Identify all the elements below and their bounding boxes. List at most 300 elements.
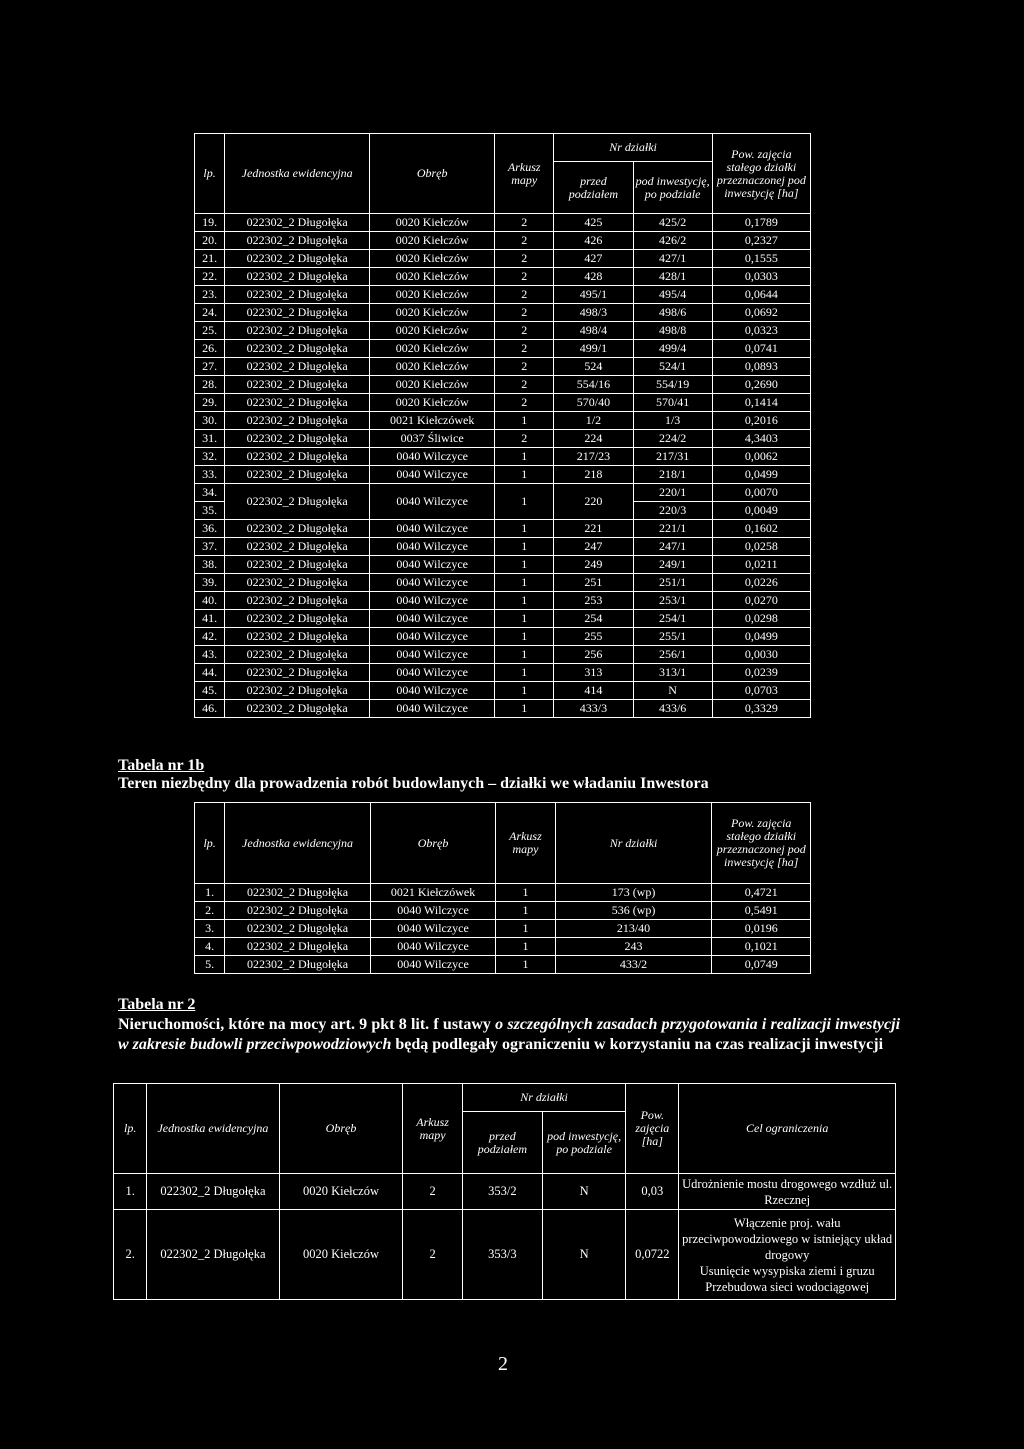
cell: 0020 Kiełczów: [370, 394, 495, 412]
cell: 0,2327: [712, 232, 810, 250]
table-row: [195, 664, 811, 682]
header-jednostka: Jednostka ewidencyjna: [225, 134, 370, 214]
cell: 022302_2 Długołęka: [225, 286, 370, 304]
cell: 0,0258: [712, 538, 810, 556]
cell: 0,0741: [712, 340, 810, 358]
cel-item: Udrożnienie mostu drogowego wzdłuż ul. Rzecznej: [682, 1176, 893, 1207]
description-text: będą podlegały ograniczeniu w korzystaniu na czas realizacji inwestycji: [391, 1036, 884, 1053]
cell: 022302_2 Długołęka: [225, 938, 371, 956]
cell: 0,0749: [712, 956, 811, 974]
cell: 28.: [195, 376, 225, 394]
cell: 30.: [195, 412, 225, 430]
cell: 1: [495, 412, 554, 430]
cell: 570/41: [633, 394, 712, 412]
cell: 42.: [195, 628, 225, 646]
cell: 0,1602: [712, 520, 810, 538]
cell: 249: [554, 556, 633, 574]
cell: 022302_2 Długołęka: [225, 956, 371, 974]
table-row: [195, 956, 811, 974]
cell: 213/40: [555, 920, 712, 938]
table-row: [195, 682, 811, 700]
cell: 427/1: [633, 250, 712, 268]
cell: N: [633, 682, 712, 700]
cell: 313/1: [633, 664, 712, 682]
cell: 21.: [195, 250, 225, 268]
cell: 022302_2 Długołęka: [225, 556, 370, 574]
cell: 495/4: [633, 286, 712, 304]
cell: 498/6: [633, 304, 712, 322]
cell: 27.: [195, 358, 225, 376]
table-row: [114, 1210, 896, 1300]
cell: 1: [495, 556, 554, 574]
table-row: [195, 304, 811, 322]
cell: 2: [403, 1210, 462, 1300]
cell: 247: [554, 538, 633, 556]
cell: 31.: [195, 430, 225, 448]
header-nr-dzialki: Nr działki: [554, 134, 712, 162]
cell: 2: [495, 430, 554, 448]
cell: 0040 Wilczyce: [370, 556, 495, 574]
cell: 32.: [195, 448, 225, 466]
cell: 0040 Wilczyce: [370, 682, 495, 700]
cell: 022302_2 Długołęka: [225, 232, 370, 250]
cell: 0037 Śliwice: [370, 430, 495, 448]
cell: 524/1: [633, 358, 712, 376]
cell: 0020 Kiełczów: [279, 1210, 403, 1300]
cell: 433/6: [633, 700, 712, 718]
cell: 220: [554, 484, 633, 520]
cell: 022302_2 Długołęka: [225, 484, 370, 520]
cell: 426/2: [633, 232, 712, 250]
cell: 022302_2 Długołęka: [225, 884, 371, 902]
cell: 022302_2 Długołęka: [225, 412, 370, 430]
cell: 1: [495, 484, 554, 520]
cell: 426: [554, 232, 633, 250]
cell: 1: [495, 574, 554, 592]
cell: 0,2690: [712, 376, 810, 394]
table-row: [195, 358, 811, 376]
cell: 499/1: [554, 340, 633, 358]
header-arkusz: Arkusz mapy: [496, 803, 555, 884]
cell: 221: [554, 520, 633, 538]
cell: 0,0893: [712, 358, 810, 376]
table-row: [195, 322, 811, 340]
cell: 022302_2 Długołęka: [225, 394, 370, 412]
cell: 41.: [195, 610, 225, 628]
cell: 0,0239: [712, 664, 810, 682]
cell: 0,0499: [712, 466, 810, 484]
cell: 1: [495, 466, 554, 484]
cell: 022302_2 Długołęka: [225, 646, 370, 664]
cell: 524: [554, 358, 633, 376]
table-1b-title: Tabela nr 1b: [118, 757, 205, 774]
act-title: o szczególnych zasadach przygotowania i realizacji inwestycji w zakresie budowli przeciwpowodziowych: [118, 1016, 901, 1053]
table-2-title: Tabela nr 2: [118, 996, 196, 1013]
cell: 313: [554, 664, 633, 682]
cell: 0040 Wilczyce: [370, 484, 495, 520]
cell: 1: [495, 628, 554, 646]
cel-cell: [679, 1210, 896, 1300]
cell: 1: [495, 664, 554, 682]
cell: 0040 Wilczyce: [370, 574, 495, 592]
cell: 251/1: [633, 574, 712, 592]
cell: 570/40: [554, 394, 633, 412]
cell: 2: [495, 232, 554, 250]
cell: 1: [495, 592, 554, 610]
cell: 2: [495, 286, 554, 304]
cell: 425/2: [633, 214, 712, 232]
cell: 022302_2 Długołęka: [225, 700, 370, 718]
cell: 0040 Wilczyce: [370, 902, 495, 920]
cell: 224: [554, 430, 633, 448]
cell: 0,1021: [712, 938, 811, 956]
cell: 33.: [195, 466, 225, 484]
cell: 0020 Kiełczów: [370, 268, 495, 286]
cell: 0,0703: [712, 682, 810, 700]
cell: 0,0722: [626, 1210, 679, 1300]
cell: 0,5491: [712, 902, 811, 920]
cell: 022302_2 Długołęka: [225, 376, 370, 394]
header-obreb: Obręb: [370, 803, 495, 884]
cell: 26.: [195, 340, 225, 358]
cell: 0,03: [626, 1174, 679, 1210]
cell: 353/3: [462, 1210, 542, 1300]
cell: 428: [554, 268, 633, 286]
cell: 0020 Kiełczów: [370, 286, 495, 304]
cell: 0040 Wilczyce: [370, 466, 495, 484]
cell: 0020 Kiełczów: [370, 358, 495, 376]
cell: 40.: [195, 592, 225, 610]
cell: 022302_2 Długołęka: [225, 322, 370, 340]
cell: 353/2: [462, 1174, 542, 1210]
cell: 414: [554, 682, 633, 700]
cell: 0040 Wilczyce: [370, 664, 495, 682]
cell: N: [542, 1174, 625, 1210]
header-jednostka: Jednostka ewidencyjna: [225, 803, 371, 884]
cell: 022302_2 Długołęka: [225, 920, 371, 938]
cell: 2: [403, 1174, 462, 1210]
table-row: [195, 938, 811, 956]
cell: 1: [495, 610, 554, 628]
cell: 39.: [195, 574, 225, 592]
cell: 022302_2 Długołęka: [225, 538, 370, 556]
cell: 0,0196: [712, 920, 811, 938]
table-row: [195, 232, 811, 250]
cell: 0,0211: [712, 556, 810, 574]
cell: 495/1: [554, 286, 633, 304]
table-row: [195, 646, 811, 664]
cell: 022302_2 Długołęka: [225, 304, 370, 322]
cell: 1: [495, 448, 554, 466]
cell: 247/1: [633, 538, 712, 556]
header-nr-dzialki: Nr działki: [555, 803, 712, 884]
table-row: [195, 484, 811, 502]
cell: 24.: [195, 304, 225, 322]
cell: 425: [554, 214, 633, 232]
cell: 022302_2 Długołęka: [147, 1174, 279, 1210]
cell: 2: [495, 322, 554, 340]
cell: 433/2: [555, 956, 712, 974]
cell: 243: [555, 938, 712, 956]
header-obreb: Obręb: [279, 1084, 403, 1174]
table-1b-subtitle: Teren niezbędny dla prowadzenia robót budowlanych – działki we władaniu Inwestora: [118, 775, 709, 792]
table-2: [113, 1083, 896, 1300]
cell: 0040 Wilczyce: [370, 628, 495, 646]
cell: 1.: [114, 1174, 147, 1210]
header-lp: lp.: [195, 803, 225, 884]
cell: 0020 Kiełczów: [370, 214, 495, 232]
cell: 255: [554, 628, 633, 646]
table-row: [195, 628, 811, 646]
header-pow: Pow. zajęcia stałego działki przeznaczonej pod inwestycję [ha]: [712, 134, 810, 214]
table-row: [195, 592, 811, 610]
table-row: [195, 610, 811, 628]
cell: 45.: [195, 682, 225, 700]
cell: 1: [496, 902, 555, 920]
cell: 4,3403: [712, 430, 810, 448]
cell: 1: [496, 938, 555, 956]
cell: 0,0303: [712, 268, 810, 286]
table-row: [195, 700, 811, 718]
cell: 0,0692: [712, 304, 810, 322]
cell: 25.: [195, 322, 225, 340]
cell: 19.: [195, 214, 225, 232]
cell: 1: [495, 538, 554, 556]
cel-cell: [679, 1174, 896, 1210]
cell: 022302_2 Długołęka: [225, 430, 370, 448]
cell: 022302_2 Długołęka: [225, 610, 370, 628]
cell: 022302_2 Długołęka: [225, 628, 370, 646]
cell: 0020 Kiełczów: [370, 250, 495, 268]
cell: 37.: [195, 538, 225, 556]
cell: 1.: [195, 884, 225, 902]
cell: 022302_2 Długołęka: [225, 214, 370, 232]
table-row: [195, 268, 811, 286]
table-row: [195, 920, 811, 938]
header-pod: pod inwestycję, po podziale: [542, 1112, 625, 1174]
table-row: [195, 902, 811, 920]
cell: 0,4721: [712, 884, 811, 902]
table-row: [195, 286, 811, 304]
header-obreb: Obręb: [370, 134, 495, 214]
header-arkusz: Arkusz mapy: [495, 134, 554, 214]
cell: 0040 Wilczyce: [370, 448, 495, 466]
cell: N: [542, 1210, 625, 1300]
cell: 43.: [195, 646, 225, 664]
cell: 0040 Wilczyce: [370, 592, 495, 610]
cell: 256: [554, 646, 633, 664]
table-row: [195, 250, 811, 268]
cell: 0040 Wilczyce: [370, 938, 495, 956]
cell: 251: [554, 574, 633, 592]
cell: 0040 Wilczyce: [370, 538, 495, 556]
cell: 2.: [195, 902, 225, 920]
cell: 1: [496, 884, 555, 902]
cell: 255/1: [633, 628, 712, 646]
cell: 022302_2 Długołęka: [225, 682, 370, 700]
cell: 428/1: [633, 268, 712, 286]
cell: 0,0644: [712, 286, 810, 304]
cell: 0020 Kiełczów: [370, 340, 495, 358]
header-przed: przed podziałem: [554, 162, 633, 214]
cell: 4.: [195, 938, 225, 956]
cell: 0,1789: [712, 214, 810, 232]
cell: 0,0499: [712, 628, 810, 646]
cell: 173 (wp): [555, 884, 712, 902]
table-row: [195, 520, 811, 538]
cell: 218: [554, 466, 633, 484]
cell: 0,0049: [712, 502, 810, 520]
cel-item: Przebudowa sieci wodociągowej: [705, 1279, 870, 1294]
cell: 0020 Kiełczów: [370, 304, 495, 322]
cell: 22.: [195, 268, 225, 286]
cell: 0,0323: [712, 322, 810, 340]
cell: 0020 Kiełczów: [370, 232, 495, 250]
cell: 0020 Kiełczów: [279, 1174, 403, 1210]
header-pow: Pow. zajęcia [ha]: [626, 1084, 679, 1174]
cell: 0040 Wilczyce: [370, 920, 495, 938]
cell: 3.: [195, 920, 225, 938]
cell: 220/1: [633, 484, 712, 502]
cell: 022302_2 Długołęka: [225, 250, 370, 268]
table-row: [195, 214, 811, 232]
table-row: [195, 448, 811, 466]
cell: 2: [495, 268, 554, 286]
cell: 0,0030: [712, 646, 810, 664]
header-cel: Cel ograniczenia: [679, 1084, 896, 1174]
cell: 220/3: [633, 502, 712, 520]
table-row: [195, 538, 811, 556]
table-row: [195, 394, 811, 412]
cell: 20.: [195, 232, 225, 250]
header-lp: lp.: [114, 1084, 147, 1174]
cell: 1: [496, 920, 555, 938]
cell: 256/1: [633, 646, 712, 664]
cell: 0,3329: [712, 700, 810, 718]
cell: 0040 Wilczyce: [370, 700, 495, 718]
header-jednostka: Jednostka ewidencyjna: [147, 1084, 279, 1174]
cell: 554/16: [554, 376, 633, 394]
header-pow: Pow. zajęcia stałego działki przeznaczonej pod inwestycję [ha]: [712, 803, 811, 884]
cell: 2: [495, 340, 554, 358]
cell: 1: [495, 700, 554, 718]
cell: 29.: [195, 394, 225, 412]
cell: 498/8: [633, 322, 712, 340]
cell: 221/1: [633, 520, 712, 538]
cell: 022302_2 Długołęka: [225, 466, 370, 484]
table-1b: [194, 802, 811, 974]
cell: 433/3: [554, 700, 633, 718]
header-nr-dzialki: Nr działki: [462, 1084, 625, 1112]
cell: 022302_2 Długołęka: [225, 574, 370, 592]
cell: 022302_2 Długołęka: [225, 358, 370, 376]
table-row: [195, 430, 811, 448]
cell: 2: [495, 376, 554, 394]
cell: 0,1414: [712, 394, 810, 412]
cell: 0,0062: [712, 448, 810, 466]
cell: 0,1555: [712, 250, 810, 268]
header-pod: pod inwestycję, po podziale: [633, 162, 712, 214]
cell: 254/1: [633, 610, 712, 628]
cell: 36.: [195, 520, 225, 538]
cell: 0,0070: [712, 484, 810, 502]
table-row: [114, 1174, 896, 1210]
table-row: [195, 466, 811, 484]
cell: 022302_2 Długołęka: [225, 340, 370, 358]
cell: 1/3: [633, 412, 712, 430]
cel-item: Włączenie proj. wału przeciwpowodziowego w istniejący układ drogowy: [682, 1215, 893, 1262]
cell: 499/4: [633, 340, 712, 358]
cell: 2: [495, 214, 554, 232]
cell: 1: [495, 646, 554, 664]
cell: 022302_2 Długołęka: [225, 664, 370, 682]
cell: 44.: [195, 664, 225, 682]
cell: 217/31: [633, 448, 712, 466]
cell: 218/1: [633, 466, 712, 484]
cell: 022302_2 Długołęka: [225, 448, 370, 466]
cel-item: Usunięcie wysypiska ziemi i gruzu: [699, 1263, 875, 1278]
table-row: [195, 574, 811, 592]
cell: 254: [554, 610, 633, 628]
cell: 1: [495, 682, 554, 700]
cell: 224/2: [633, 430, 712, 448]
table-1: [194, 133, 811, 718]
cell: 0,0298: [712, 610, 810, 628]
cell: 5.: [195, 956, 225, 974]
table-row: [195, 376, 811, 394]
cell: 427: [554, 250, 633, 268]
cell: 022302_2 Długołęka: [225, 902, 371, 920]
cell: 46.: [195, 700, 225, 718]
cell: 2: [495, 358, 554, 376]
cell: 0040 Wilczyce: [370, 956, 495, 974]
table-2-description: [118, 1015, 900, 1055]
cell: 253: [554, 592, 633, 610]
header-przed: przed podziałem: [462, 1112, 542, 1174]
cell: 2: [495, 394, 554, 412]
cell: 022302_2 Długołęka: [147, 1210, 279, 1300]
cell: 0020 Kiełczów: [370, 322, 495, 340]
cell: 0020 Kiełczów: [370, 376, 495, 394]
cell: 1: [495, 520, 554, 538]
cell: 536 (wp): [555, 902, 712, 920]
cell: 1/2: [554, 412, 633, 430]
table-row: [195, 556, 811, 574]
cell: 253/1: [633, 592, 712, 610]
table-row: [195, 884, 811, 902]
cell: 34.: [195, 484, 225, 502]
cell: 0,2016: [712, 412, 810, 430]
cell: 022302_2 Długołęka: [225, 520, 370, 538]
cell: 0,0226: [712, 574, 810, 592]
cell: 498/3: [554, 304, 633, 322]
cell: 0040 Wilczyce: [370, 520, 495, 538]
header-lp: lp.: [195, 134, 225, 214]
cell: 2: [495, 304, 554, 322]
cell: 23.: [195, 286, 225, 304]
table-row: [195, 340, 811, 358]
cell: 38.: [195, 556, 225, 574]
cell: 022302_2 Długołęka: [225, 592, 370, 610]
cell: 0040 Wilczyce: [370, 646, 495, 664]
cell: 35.: [195, 502, 225, 520]
header-arkusz: Arkusz mapy: [403, 1084, 462, 1174]
description-text: Nieruchomości, które na mocy art. 9 pkt 8 lit. f ustawy: [118, 1016, 496, 1033]
cell: 249/1: [633, 556, 712, 574]
cell: 0021 Kiełczówek: [370, 884, 495, 902]
cell: 0040 Wilczyce: [370, 610, 495, 628]
page-number: 2: [498, 1353, 508, 1375]
